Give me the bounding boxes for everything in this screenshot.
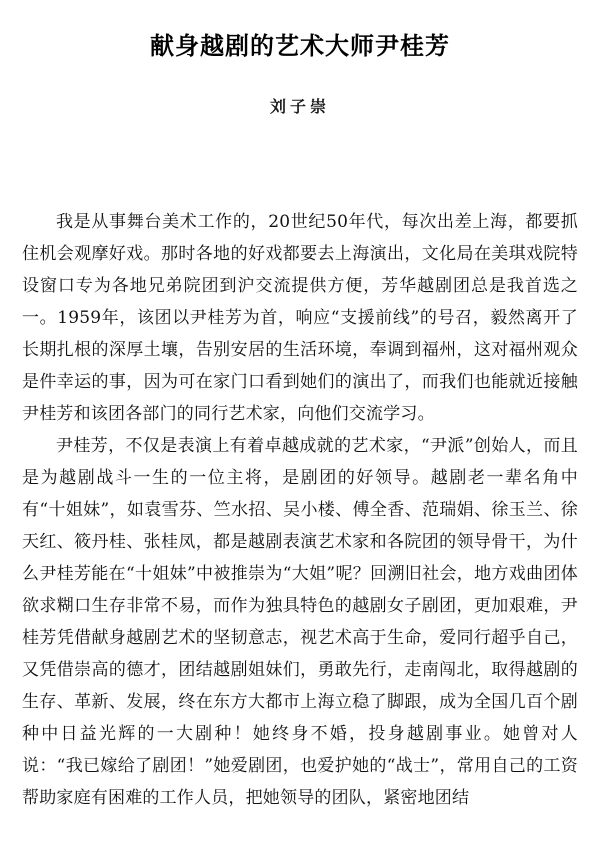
article-body bbox=[22, 206, 578, 814]
article-author: 刘子崇 bbox=[269, 97, 330, 116]
article-title: 献身越剧的艺术大师尹桂芳 bbox=[150, 32, 450, 60]
paragraph: 我是从事舞台美术工作的，20世纪50年代，每次出差上海，都要抓住机会观摩好戏。那时各地的好戏都要去上海演出，文化局在美琪戏院特设窗口专为各地兄弟院团到沪交流提供方便，芳华越剧团总是我首选之一。1959年，该团以尹桂芳为首，响应“支援前线”的号召，毅然离开了长期扎根的深厚土壤，告别安居的生活环境，奉调到福州，这对福州观众是件幸运的事，因为可在家门口看到她们的演出了，而我们也能就近接触尹桂芳和该团各部门的同行艺术家，向他们交流学习。 bbox=[22, 212, 578, 424]
paragraph: 尹桂芳，不仅是表演上有着卓越成就的艺术家，“尹派”创始人，而且是为越剧战斗一生的一位主将，是剧团的好领导。越剧老一辈名角中有“十姐妹”，如袁雪芬、竺水招、吴小楼、傅全香、范瑞娟、徐玉兰、徐天红、筱丹桂、张桂凤，都是越剧表演艺术家和各院团的领导骨干，为什么尹桂芳能在“十姐妹”中被推崇为“大姐”呢？回溯旧社会，地方戏曲团体欲求糊口生存非常不易，而作为独具特色的越剧女子剧团，更加艰难，尹桂芳凭借献身越剧艺术的坚韧意志，视艺术高于生命，爱同行超乎自己，又凭借崇高的德才，团结越剧姐妹们，勇敢先行，走南闯北，取得越剧的生存、革新、发展，终在东方大都市上海立稳了脚跟，成为全国几百个剧种中日益光辉的一大剧种！她终身不婚，投身越剧事业。她曾对人说：“我已嫁给了剧团！”她爱剧团，也爱护她的“战士”，常用自己的工资帮助家庭有困难的工作人员，把她领导的团队，紧密地团结 bbox=[22, 436, 578, 808]
